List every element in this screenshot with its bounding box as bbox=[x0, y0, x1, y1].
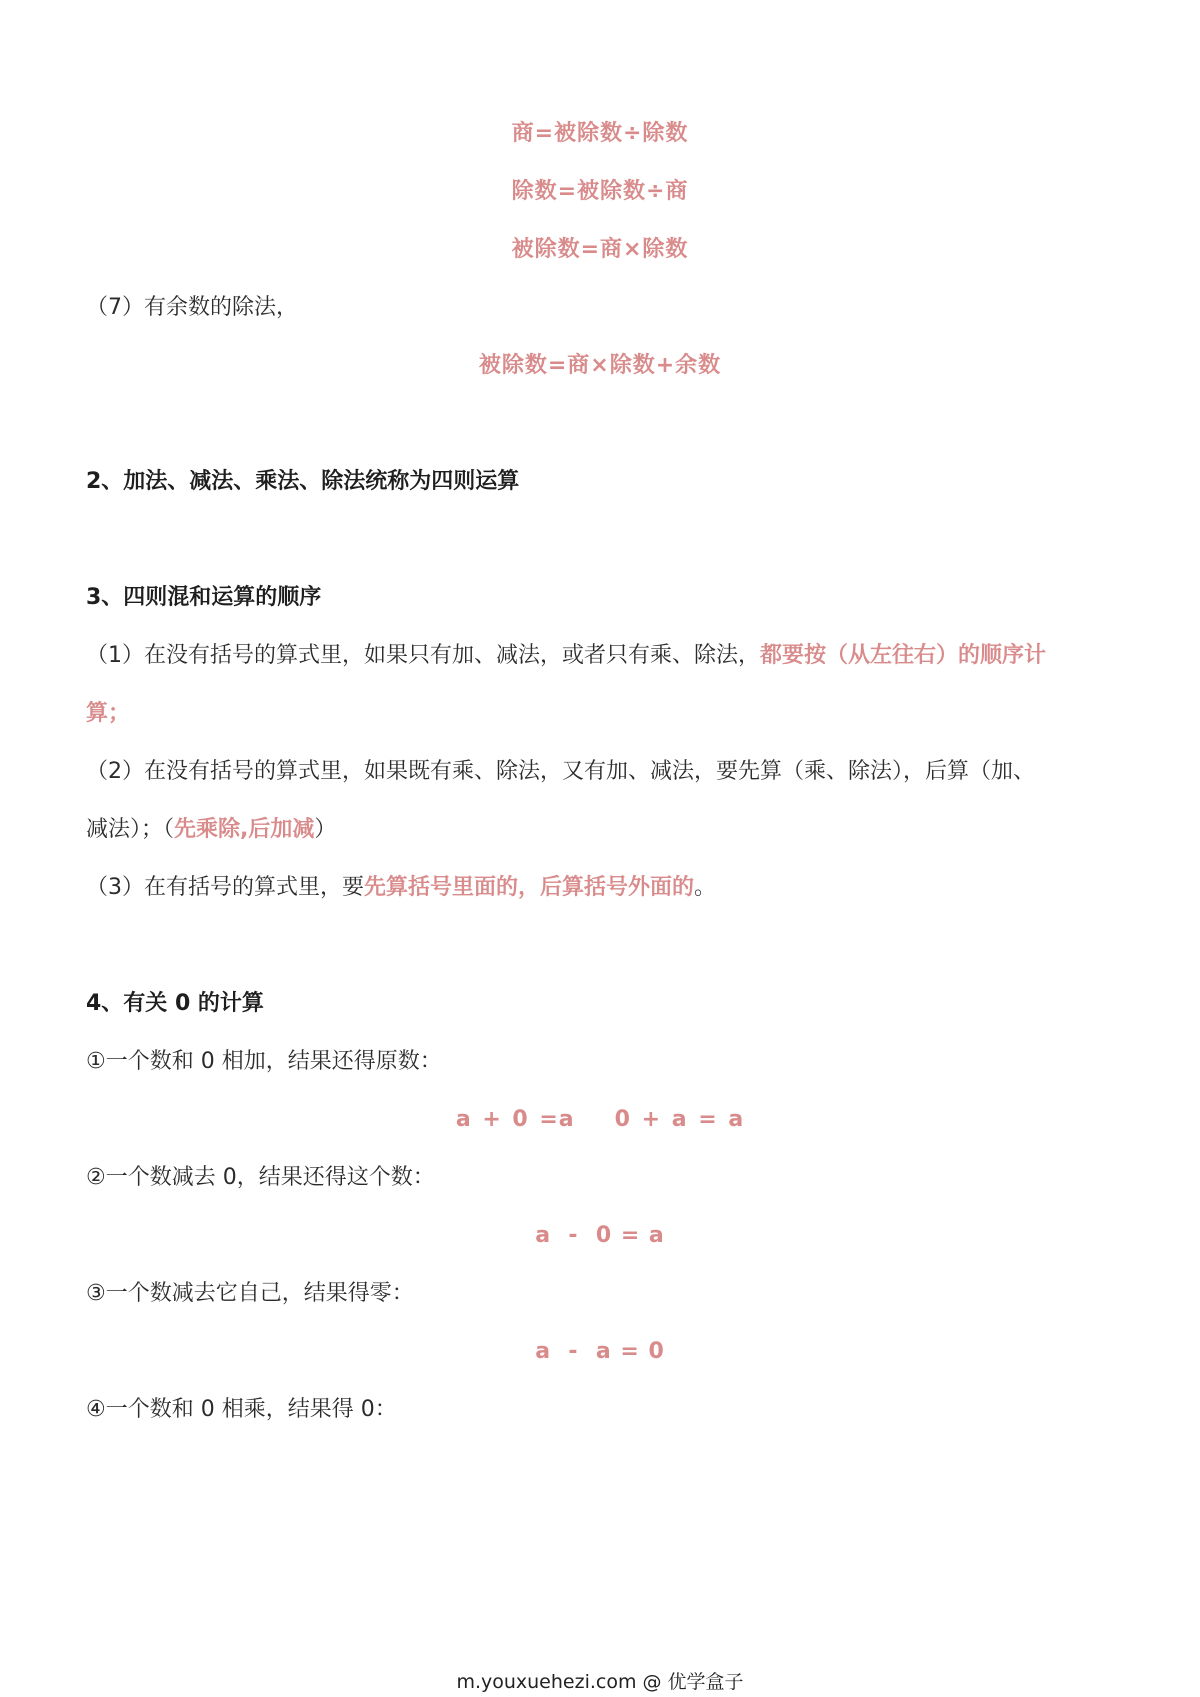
section3-heading: 3、四则混和运算的顺序 bbox=[86, 585, 322, 610]
item7-formula: 被除数=商×除数+余数 bbox=[478, 353, 722, 378]
item7-label: （7）有余数的除法， bbox=[86, 295, 298, 320]
section2-heading: 2、加法、减法、乘法、除法统称为四则运算 bbox=[86, 469, 520, 494]
zero-formula-1a: a + 0 =a bbox=[455, 1107, 575, 1132]
section3-rule1-line2: 算； bbox=[86, 701, 131, 726]
rule2-suffix: ） bbox=[314, 817, 337, 842]
zero-formula-2: a - 0 = a bbox=[535, 1223, 665, 1248]
rule1-highlight: 都要按（从左往右）的顺序计 bbox=[760, 643, 1047, 668]
rule1-prefix: （1）在没有括号的算式里，如果只有加、减法，或者只有乘、除法， bbox=[86, 643, 760, 668]
formula-divisor: 除数=被除数÷商 bbox=[511, 179, 689, 204]
zero-formula-3: a - a = 0 bbox=[535, 1339, 665, 1364]
rule3-highlight: 先算括号里面的，后算括号外面的 bbox=[364, 875, 695, 900]
section3-rule2-line1: （2）在没有括号的算式里，如果既有乘、除法，又有加、减法，要先算（乘、除法），后算（加、 bbox=[86, 759, 1036, 784]
zero-formula-1b: 0 + a = a bbox=[614, 1107, 745, 1132]
zero-formula-1 bbox=[0, 1105, 1200, 1135]
rule3-suffix: 。 bbox=[694, 875, 717, 900]
formula-quotient: 商=被除数÷除数 bbox=[511, 121, 689, 146]
section3-rule2-line2 bbox=[86, 815, 336, 845]
section3-rule1-line1 bbox=[86, 641, 1046, 671]
zero-rule-4: ④一个数和 0 相乘，结果得 0： bbox=[86, 1397, 397, 1422]
formula-dividend: 被除数=商×除数 bbox=[511, 237, 689, 262]
rule2-prefix: 减法）；（ bbox=[86, 817, 175, 842]
section4-heading: 4、有关 0 的计算 bbox=[86, 991, 264, 1016]
footer-watermark: m.youxuehezi.com @ 优学盒子 bbox=[456, 1671, 744, 1693]
section3-rule3 bbox=[86, 873, 716, 903]
zero-rule-3: ③一个数减去它自己，结果得零： bbox=[86, 1281, 414, 1306]
zero-rule-1: ①一个数和 0 相加，结果还得原数： bbox=[86, 1049, 442, 1074]
zero-rule-2: ②一个数减去 0，结果还得这个数： bbox=[86, 1165, 435, 1190]
rule3-prefix: （3）在有括号的算式里，要 bbox=[86, 875, 364, 900]
rule2-highlight: 先乘除,后加减 bbox=[174, 817, 315, 842]
